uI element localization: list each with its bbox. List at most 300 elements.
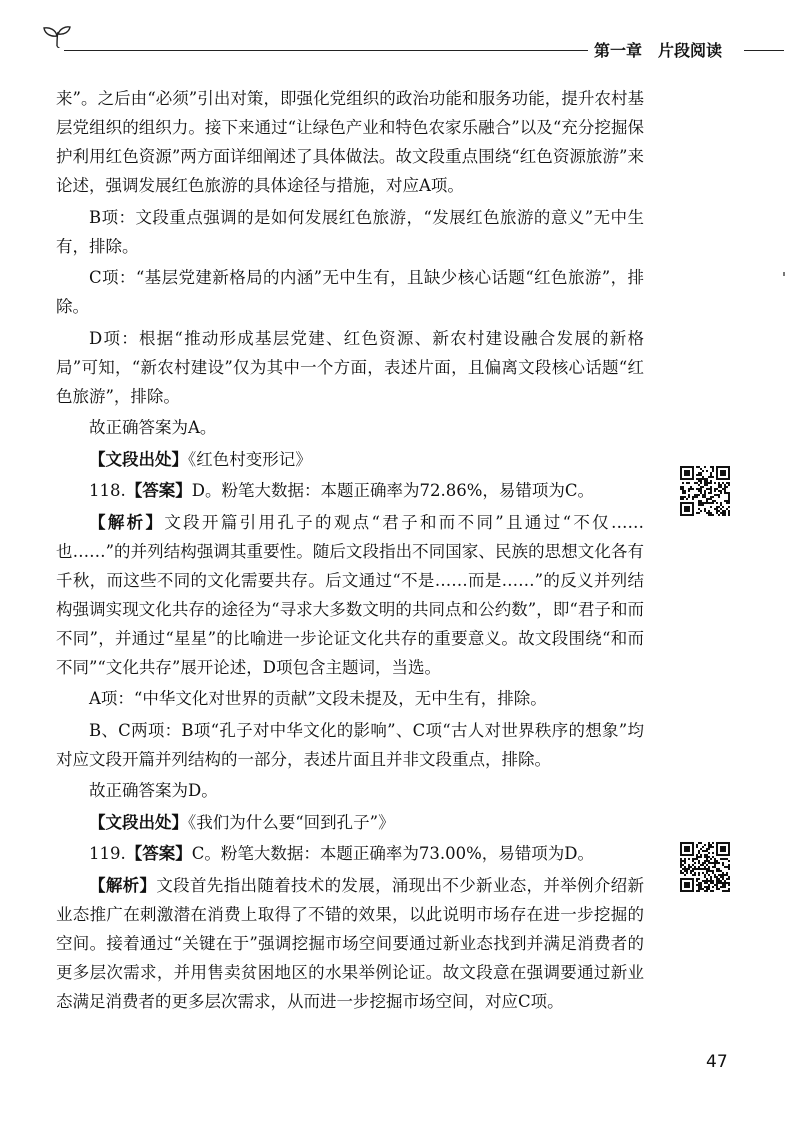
qr-module — [710, 512, 712, 514]
qr-module — [698, 466, 700, 468]
qr-module — [712, 872, 714, 874]
qr-module — [682, 492, 684, 494]
qr-module — [692, 868, 694, 870]
qr-module — [708, 482, 710, 484]
qr-module — [680, 496, 682, 498]
qr-module — [706, 878, 708, 880]
qr-module — [690, 486, 692, 488]
qr-module — [726, 502, 728, 504]
scan-mark — [783, 272, 785, 276]
qr-module — [724, 490, 726, 492]
qr-module — [728, 506, 730, 508]
qr-module — [722, 864, 724, 866]
qr-module — [692, 858, 694, 860]
qr-module — [710, 506, 712, 508]
analysis-119 — [56, 871, 644, 1016]
qr-module — [720, 502, 722, 504]
qr-module — [708, 492, 710, 494]
qr-module — [696, 844, 698, 846]
qr-module — [696, 482, 698, 484]
qr-module — [698, 856, 700, 858]
qr-module — [728, 496, 730, 498]
qr-module — [684, 490, 686, 492]
qr-module — [694, 496, 696, 498]
qr-module — [706, 858, 708, 860]
qr-module — [726, 492, 728, 494]
qr-module — [704, 480, 706, 482]
qr-module — [728, 500, 730, 502]
qr-module — [728, 860, 730, 862]
qr-module — [720, 484, 722, 486]
qr-module — [708, 866, 710, 868]
analysis-text: 文段首先指出随着技术的发展，涌现出不少新业态，并举例介绍新业态推广在刺激潜在消费上取得了不错的效果，以此说明市场存在进一步挖掘的空间。接着通过“关键在于”强调挖掘市场空间要通过新业态找到并满足消费者的更多层次需求，并用售卖贫困地区的水果举例论证。故文段意在强调要通过新业态满足消费者的更多层次需求，从而进一步挖掘市场空间，对应C项。 — [56, 875, 644, 1011]
qr-module — [700, 472, 702, 474]
qr-module — [704, 478, 706, 480]
paragraph: 来”。之后由“必须”引出对策，即强化党组织的政治功能和服务功能，提升农村基层党组织的组织力。接下来通过“让绿色产业和特色农家乐融合”以及“充分挖掘保护利用红色资源”两方面详细阐述了具体做法。故文段重点围绕“红色资源旅游”来论述，强调发展红色旅游的具体途径与措施，对应A项。 — [56, 89, 644, 195]
qr-module — [706, 482, 708, 484]
qr-module — [694, 494, 696, 496]
qr-module — [722, 482, 724, 484]
qr-module — [698, 494, 700, 496]
qr-module — [684, 870, 686, 872]
qr-module — [696, 878, 698, 880]
qr-module — [720, 504, 722, 506]
qr-module — [680, 864, 682, 866]
qr-module — [710, 490, 712, 492]
qr-module — [684, 492, 686, 494]
qr-module — [690, 872, 692, 874]
qr-module — [724, 890, 726, 892]
qr-module — [702, 496, 704, 498]
qr-module — [708, 510, 710, 512]
qr-module — [722, 858, 724, 860]
qr-module — [700, 482, 702, 484]
source-tag: 【文段出处】 — [89, 449, 188, 469]
qr-module — [724, 858, 726, 860]
chapter-title: 第一章 片段阅读 — [594, 41, 723, 60]
qr-module — [696, 884, 698, 886]
qr-module — [712, 890, 714, 892]
qr-module — [702, 868, 704, 870]
qr-module — [692, 864, 694, 866]
source-title: 《红色村变形记》 — [188, 449, 312, 469]
qr-module — [712, 846, 714, 848]
qr-module — [710, 514, 712, 516]
qr-module — [728, 876, 730, 878]
qr-module — [684, 866, 686, 868]
qr-module — [688, 494, 690, 496]
qr-module — [712, 500, 714, 502]
qr-module — [716, 502, 718, 504]
qr-module — [694, 858, 696, 860]
qr-module — [700, 468, 702, 470]
qr-module — [718, 862, 720, 864]
qr-module — [700, 848, 702, 850]
qr-module — [718, 878, 720, 880]
qr-module — [682, 486, 684, 488]
qr-module — [700, 492, 702, 494]
question-number: 118. — [89, 481, 126, 500]
qr-module — [696, 512, 698, 514]
qr-module — [716, 508, 718, 510]
qr-module — [706, 850, 708, 852]
qr-module — [720, 486, 722, 488]
qr-module — [702, 846, 704, 848]
qr-module — [722, 488, 724, 490]
qr-module — [712, 886, 714, 888]
qr-module — [726, 874, 728, 876]
qr-module — [714, 488, 716, 490]
qr-module — [702, 504, 704, 506]
analysis-tag: 【解析】 — [89, 512, 165, 532]
qr-module — [696, 856, 698, 858]
header-rule-left — [64, 50, 588, 51]
qr-module — [728, 890, 730, 892]
qr-module — [692, 496, 694, 498]
qr-module — [726, 866, 728, 868]
answer-119 — [56, 839, 644, 868]
qr-module — [706, 864, 708, 866]
qr-module — [698, 842, 700, 844]
qr-module — [700, 486, 702, 488]
qr-module — [722, 882, 724, 884]
qr-module — [710, 474, 712, 476]
qr-module — [698, 852, 700, 854]
qr-module — [688, 866, 690, 868]
qr-module — [698, 504, 700, 506]
page-number: 47 — [706, 1052, 728, 1072]
qr-module — [716, 488, 718, 490]
qr-module — [718, 482, 720, 484]
qr-module — [716, 870, 718, 872]
qr-module — [716, 506, 718, 508]
qr-module — [718, 484, 720, 486]
qr-module — [728, 514, 730, 516]
qr-module — [710, 844, 712, 846]
qr-module — [714, 864, 716, 866]
qr-module — [726, 872, 728, 874]
qr-module — [706, 854, 708, 856]
qr-code-icon[interactable] — [680, 842, 730, 892]
qr-module — [712, 466, 714, 468]
qr-module — [708, 886, 710, 888]
qr-module — [706, 470, 708, 472]
qr-module — [722, 872, 724, 874]
qr-module — [726, 858, 728, 860]
qr-module — [700, 884, 702, 886]
qr-module — [698, 884, 700, 886]
qr-module — [728, 484, 730, 486]
qr-module — [710, 486, 712, 488]
qr-module — [680, 866, 682, 868]
qr-module — [682, 496, 684, 498]
qr-module — [704, 880, 706, 882]
header-rule-right — [744, 50, 784, 51]
qr-module — [726, 878, 728, 880]
source-tag: 【文段出处】 — [89, 812, 188, 832]
qr-module — [706, 512, 708, 514]
qr-module — [692, 870, 694, 872]
qr-module — [720, 874, 722, 876]
qr-module — [710, 476, 712, 478]
qr-module — [680, 862, 682, 864]
qr-module — [708, 888, 710, 890]
qr-module — [714, 866, 716, 868]
qr-module — [692, 860, 694, 862]
qr-module — [708, 846, 710, 848]
qr-module — [700, 504, 702, 506]
qr-module — [722, 512, 724, 514]
qr-module — [680, 872, 682, 874]
qr-module — [704, 490, 706, 492]
qr-module — [704, 510, 706, 512]
qr-module — [722, 874, 724, 876]
qr-module — [724, 882, 726, 884]
qr-module — [714, 874, 716, 876]
qr-module — [724, 880, 726, 882]
qr-module — [704, 862, 706, 864]
qr-module — [690, 866, 692, 868]
answer-line: 故正确答案为D。 — [89, 781, 218, 800]
qr-module — [682, 482, 684, 484]
qr-module — [704, 492, 706, 494]
qr-module — [696, 890, 698, 892]
qr-module — [704, 482, 706, 484]
qr-module — [698, 866, 700, 868]
analysis-tag: 【解析】 — [89, 875, 157, 895]
qr-module — [684, 860, 686, 862]
answer-line: 故正确答案为A。 — [89, 418, 217, 437]
qr-module — [720, 492, 722, 494]
qr-module — [702, 502, 704, 504]
qr-module — [706, 488, 708, 490]
qr-module — [710, 488, 712, 490]
qr-module — [728, 482, 730, 484]
qr-module — [704, 508, 706, 510]
qr-module — [696, 474, 698, 476]
page-header — [0, 0, 800, 70]
qr-module — [698, 478, 700, 480]
qr-module — [722, 506, 724, 508]
qr-module — [700, 474, 702, 476]
qr-module — [710, 862, 712, 864]
qr-module — [700, 882, 702, 884]
qr-module — [720, 512, 722, 514]
qr-module — [688, 488, 690, 490]
qr-module — [708, 512, 710, 514]
qr-module — [700, 478, 702, 480]
paragraph: D项：根据“推动形成基层党建、红色资源、新农村建设融合发展的新格局”可知，“新农村建设”仅为其中一个方面，表述片面，且偏离文段核心话题“红色旅游”，排除。 — [56, 328, 644, 406]
paragraph: B项：文段重点强调的是如何发展红色旅游，“发展红色旅游的意义”无中生有，排除。 — [56, 207, 644, 256]
qr-module — [698, 874, 700, 876]
qr-module — [712, 842, 714, 844]
qr-module — [712, 862, 714, 864]
qr-module — [704, 876, 706, 878]
qr-module — [694, 866, 696, 868]
qr-module — [704, 882, 706, 884]
qr-module — [708, 844, 710, 846]
qr-module — [716, 868, 718, 870]
qr-module — [706, 498, 708, 500]
qr-module — [728, 864, 730, 866]
qr-module — [692, 498, 694, 500]
qr-module — [720, 880, 722, 882]
qr-module — [718, 880, 720, 882]
qr-module — [688, 490, 690, 492]
qr-module — [700, 868, 702, 870]
qr-module — [712, 856, 714, 858]
qr-module — [704, 466, 706, 468]
qr-module — [684, 496, 686, 498]
qr-module — [688, 864, 690, 866]
qr-module — [708, 514, 710, 516]
qr-module — [702, 470, 704, 472]
qr-module — [680, 498, 682, 500]
qr-module — [706, 478, 708, 480]
qr-module — [702, 850, 704, 852]
qr-module — [696, 846, 698, 848]
qr-module — [726, 890, 728, 892]
qr-module — [704, 844, 706, 846]
qr-module — [690, 488, 692, 490]
qr-module — [698, 488, 700, 490]
qr-module — [710, 466, 712, 468]
qr-module — [704, 494, 706, 496]
qr-module — [698, 502, 700, 504]
qr-module — [704, 854, 706, 856]
qr-module — [682, 864, 684, 866]
qr-module — [706, 872, 708, 874]
qr-module — [698, 480, 700, 482]
qr-module — [718, 882, 720, 884]
qr-module — [682, 490, 684, 492]
qr-module — [706, 502, 708, 504]
qr-module — [704, 850, 706, 852]
qr-module — [704, 860, 706, 862]
qr-module — [688, 496, 690, 498]
qr-module — [706, 888, 708, 890]
qr-module — [696, 496, 698, 498]
qr-module — [716, 510, 718, 512]
source-title: 《我们为什么要“回到孔子”》 — [188, 812, 395, 832]
qr-module — [728, 866, 730, 868]
qr-module — [710, 502, 712, 504]
qr-module — [708, 488, 710, 490]
qr-module — [698, 474, 700, 476]
qr-module — [692, 488, 694, 490]
qr-module — [724, 874, 726, 876]
qr-module — [702, 880, 704, 882]
qr-module — [698, 850, 700, 852]
qr-module — [698, 512, 700, 514]
qr-module — [724, 512, 726, 514]
qr-module — [700, 488, 702, 490]
qr-module — [712, 866, 714, 868]
qr-module — [718, 870, 720, 872]
qr-module — [706, 480, 708, 482]
qr-module — [716, 886, 718, 888]
qr-module — [728, 888, 730, 890]
qr-module — [706, 870, 708, 872]
qr-module — [688, 482, 690, 484]
qr-module — [710, 876, 712, 878]
qr-module — [710, 882, 712, 884]
qr-module — [724, 500, 726, 502]
qr-module — [712, 870, 714, 872]
qr-module — [716, 882, 718, 884]
qr-module — [706, 868, 708, 870]
qr-module — [704, 890, 706, 892]
qr-module — [706, 882, 708, 884]
qr-module — [710, 498, 712, 500]
qr-module — [710, 472, 712, 474]
paragraph: A项：“中华文化对世界的贡献”文段未提及，无中生有，排除。 — [89, 689, 547, 708]
qr-module — [728, 492, 730, 494]
qr-module — [700, 842, 702, 844]
qr-module — [724, 492, 726, 494]
qr-module — [696, 494, 698, 496]
qr-module — [718, 506, 720, 508]
qr-module — [698, 472, 700, 474]
qr-module — [728, 878, 730, 880]
qr-module — [698, 484, 700, 486]
qr-module — [704, 856, 706, 858]
qr-code-icon[interactable] — [680, 466, 730, 516]
qr-module — [718, 486, 720, 488]
qr-module — [698, 878, 700, 880]
qr-module — [724, 484, 726, 486]
analysis-text: 文段开篇引用孔子的观点“君子和而不同”且通过“不仅……也……”的并列结构强调其重要性。随后文段指出不同国家、民族的思想文化各有千秋，而这些不同的文化需要共存。后文通过“不是……而是……”的反义并列结构强调实现文化共存的途径为“寻求大多数文明的共同点和公约数”，即“君子和而不同”，并通过“星星”的比喻进一步论证文化共存的重要意义。故文段围绕“和而不同”“文化共存”展开论述，D项包含主题词，当选。 — [56, 512, 645, 677]
answer-text: D。粉笔大数据：本题正确率为72.86%，易错项为C。 — [191, 481, 595, 500]
qr-module — [718, 514, 720, 516]
qr-module — [724, 486, 726, 488]
qr-module — [700, 886, 702, 888]
qr-module — [696, 868, 698, 870]
qr-module — [726, 482, 728, 484]
source-line — [56, 445, 644, 474]
page-body — [56, 84, 644, 1018]
qr-module — [706, 856, 708, 858]
qr-module — [680, 860, 682, 862]
qr-module — [722, 862, 724, 864]
qr-module — [728, 502, 730, 504]
qr-module — [710, 496, 712, 498]
qr-module — [710, 878, 712, 880]
qr-module — [726, 486, 728, 488]
qr-module — [728, 510, 730, 512]
qr-module — [708, 884, 710, 886]
qr-module — [714, 508, 716, 510]
qr-module — [702, 864, 704, 866]
qr-module — [708, 502, 710, 504]
qr-module — [686, 872, 688, 874]
qr-module — [706, 886, 708, 888]
qr-module — [712, 514, 714, 516]
qr-module — [700, 854, 702, 856]
qr-module — [698, 862, 700, 864]
qr-module — [712, 496, 714, 498]
qr-module — [700, 502, 702, 504]
qr-module — [708, 874, 710, 876]
qr-module — [712, 880, 714, 882]
qr-module — [684, 868, 686, 870]
qr-module — [704, 496, 706, 498]
qr-module — [724, 866, 726, 868]
qr-module — [692, 874, 694, 876]
qr-module — [704, 886, 706, 888]
qr-module — [716, 880, 718, 882]
qr-module — [710, 858, 712, 860]
